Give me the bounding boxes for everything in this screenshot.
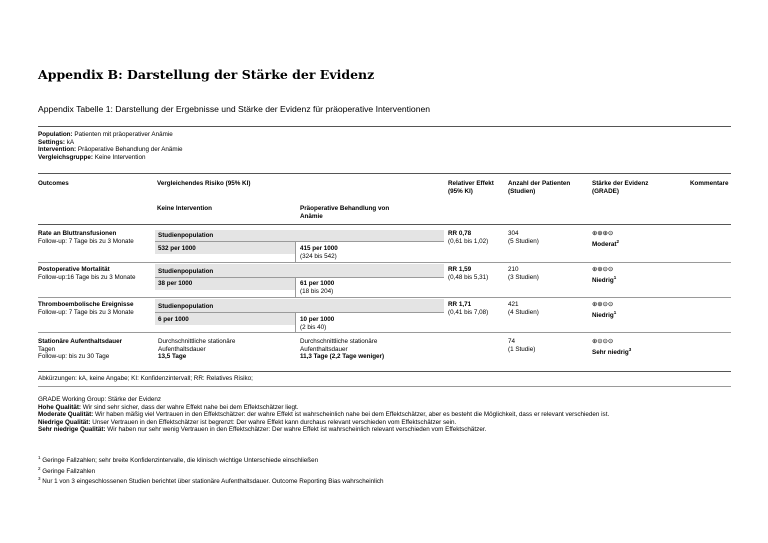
row1-control-risk: 532 per 1000 [158, 245, 196, 252]
row4-intervention-value: Durchschnittliche stationäre Aufenthaltsdauer 11,3 Tage (2,2 Tage weniger) [300, 338, 385, 361]
row1-relative-effect: RR 0,78 (0,61 bis 1,02) [448, 230, 489, 245]
row3-relative-effect: RR 1,71 (0,41 bis 7,08) [448, 301, 489, 316]
grade-high: Hohe Qualität: Wir sind sehr sicher, dass der wahre Effekt nahe bei dem Effektschätzer liegt. [38, 403, 299, 411]
row3-participants: 421 (4 Studien) [508, 301, 539, 316]
header-outcomes: Outcomes [38, 180, 69, 187]
row1-grade: ⊕⊕⊕⊝ Moderat$^2$ [592, 230, 620, 248]
row3-divider [295, 312, 296, 332]
row1-intervention-risk: 415 per 1000 (324 bis 542) [300, 245, 338, 260]
page-title: Appendix B: Darstellung der Stärke der Evidenz [38, 67, 375, 82]
rule-top [38, 126, 731, 127]
row1-study-population: Studienpopulation [158, 232, 214, 239]
pico-comparison: Vergleichsgruppe: Keine Intervention [38, 153, 146, 161]
pico-settings: Settings: kA [38, 138, 75, 146]
outcome-length-of-stay: Stationäre Aufenthaltsdauer Tagen Follow-up: bis zu 30 Tage [38, 338, 123, 361]
outcome-transfusion: Rate an Bluttransfusionen Follow-up: 7 Tage bis zu 3 Monate [38, 230, 134, 245]
row2-participants: 210 (3 Studien) [508, 266, 539, 281]
header-relative-effect: Relativer Effekt (95% KI) [448, 180, 494, 195]
abbreviations: Abkürzungen: kA, keine Angabe; KI: Konfidenzintervall; RR: Relatives Risiko; [38, 375, 253, 382]
row2-study-population: Studienpopulation [158, 268, 214, 275]
row1-line-b [38, 262, 731, 263]
footnote-3: $^3$ Nur 1 von 3 eingeschlossenen Studien berichtet über stationäre Aufenthaltsdauer. Outcome Reporting Bias wahrscheinlich [38, 476, 384, 486]
outcome-mortality: Postoperative Mortalität Follow-up:16 Tage bis zu 3 Monate [38, 266, 136, 281]
grade-low: Niedrige Qualität: Unser Vertrauen in den Effektschätzer ist begrenzt: Der wahre Effekt kann durchaus relevant verschieden vom Effektschätzer sein. [38, 418, 457, 426]
grade-moderate: Moderate Qualität: Wir haben mäßig viel Vertrauen in den Effektschätzer: der wahre Effekt ist wahrscheinlich nahe bei dem Effektschätzer, aber es besteht die Möglichkeit, dass er relevant verschieden ist. [38, 411, 610, 419]
footnote-1: $^1$ Geringe Fallzahlen; sehr breite Konfidenzintervalle, die klinisch wichtige Unterschiede einschließen [38, 455, 319, 465]
row3-study-population: Studienpopulation [158, 303, 214, 310]
row4-participants: 74 (1 Studie) [508, 338, 536, 353]
pico-population: Population: Patienten mit präoperativer Anämie [38, 131, 173, 138]
row3-intervention-risk: 10 per 1000 (2 bis 40) [300, 316, 335, 331]
grade-title: GRADE Working Group: Stärke der Evidenz [38, 396, 162, 403]
row3-control-risk: 6 per 1000 [158, 316, 189, 323]
header-participants: Anzahl der Patienten (Studien) [508, 180, 571, 195]
row3-grade: ⊕⊕⊝⊝ Niedrig$^1$ [592, 301, 617, 319]
table-caption: Appendix Tabelle 1: Darstellung der Ergebnisse und Stärke der Evidenz für präoperative Interventionen [38, 104, 431, 114]
pico-block [38, 131, 183, 161]
row2-line-a [155, 277, 444, 278]
row3-line-b [38, 332, 731, 333]
row4-grade: ⊕⊝⊝⊝ Sehr niedrig$^3$ [592, 338, 632, 356]
row4-control-value: Durchschnittliche stationäre Aufenthaltsdauer 13,5 Tage [158, 338, 236, 361]
row2-divider [295, 277, 296, 297]
header-intervention: Präoperative Behandlung von Anämie [300, 205, 390, 220]
footnote-2: $^2$ Geringe Fallzahlen [38, 465, 96, 475]
header-control: Keine Intervention [157, 205, 212, 212]
row2-line-b [38, 297, 731, 298]
rule-body [38, 224, 731, 225]
grade-definitions [38, 396, 609, 434]
row2-control-risk: 38 per 1000 [158, 280, 193, 287]
row1-divider [295, 241, 296, 262]
grade-very-low: Sehr niedrige Qualität: Wir haben nur sehr wenig Vertrauen in den Effektschätzer: Der wahre Effekt ist wahrscheinlich relevant verschieden vom Effektschätzer. [38, 426, 487, 434]
rule-abbrev [38, 386, 731, 387]
pico-intervention: Intervention: Präoperative Behandlung der Anämie [38, 146, 183, 154]
row1-participants: 304 (5 Studien) [508, 230, 539, 245]
header-risk: Vergleichendes Risiko (95% KI) [157, 180, 251, 187]
row2-intervention-risk: 61 per 1000 (18 bis 204) [300, 280, 335, 295]
rule-bottom [38, 371, 731, 372]
row2-grade: ⊕⊕⊝⊝ Niedrig$^1$ [592, 266, 617, 284]
row2-relative-effect: RR 1,59 (0,48 bis 5,31) [448, 266, 489, 281]
header-comments: Kommentare [690, 180, 729, 187]
header-grade: Stärke der Evidenz (GRADE) [592, 180, 649, 195]
rule-header [38, 173, 731, 174]
row1-line-a [155, 241, 444, 242]
outcome-thromboembolic: Thromboembolische Ereignisse Follow-up: 7 Tage bis zu 3 Monate [38, 301, 134, 316]
row3-line-a [155, 312, 444, 313]
footnotes [38, 454, 384, 486]
